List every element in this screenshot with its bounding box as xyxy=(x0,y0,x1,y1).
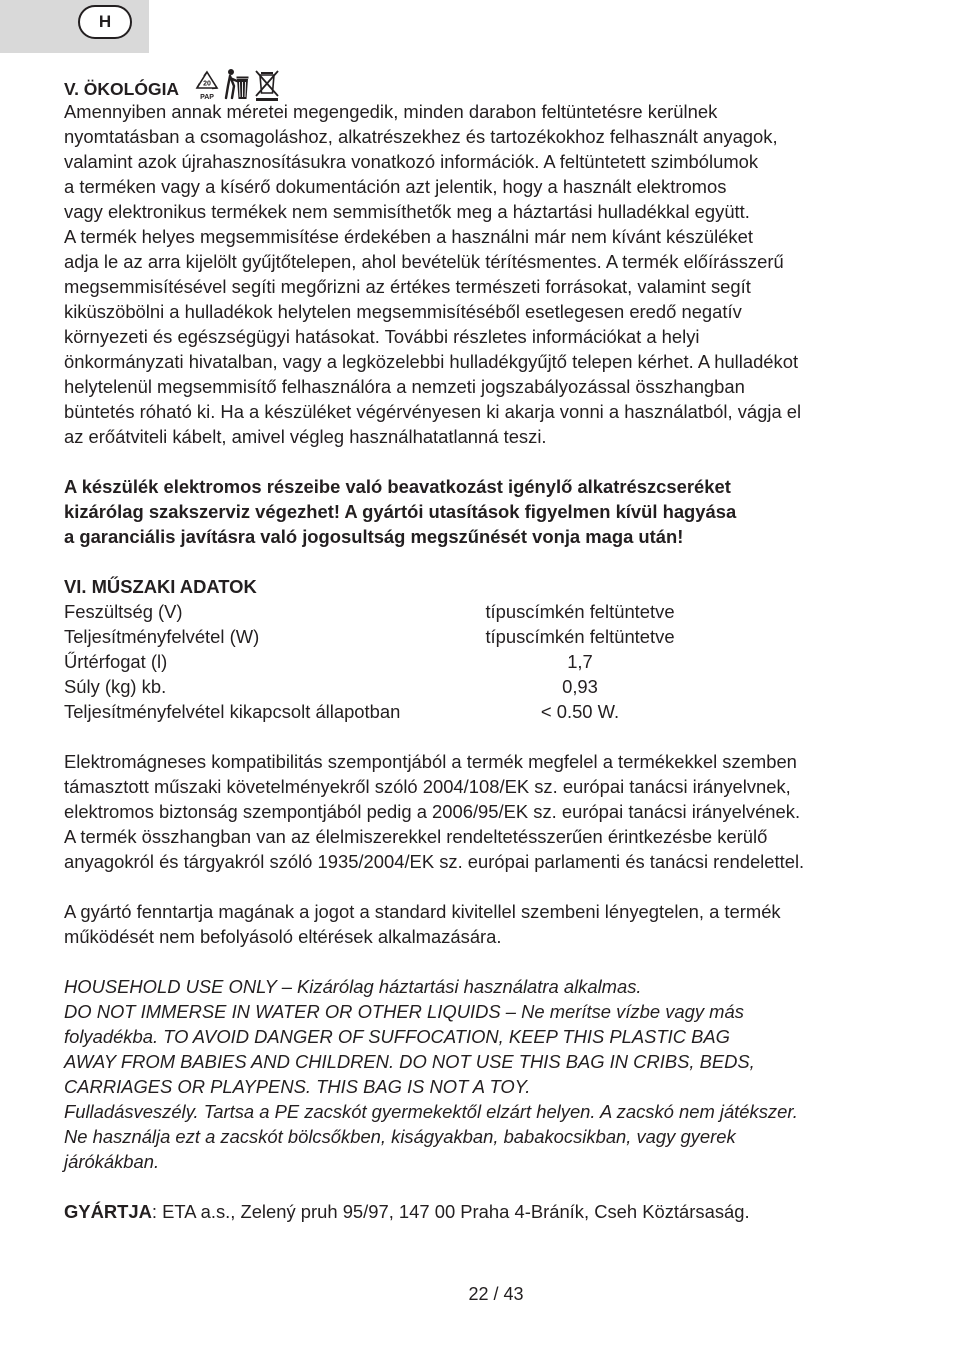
warning-line: A készülék elektromos részeibe való beavatkozást igénylő alkatrészcseréket xyxy=(64,476,731,497)
specs-table xyxy=(64,599,894,724)
recycling-code: 20 xyxy=(203,80,211,88)
spec-row xyxy=(64,624,894,649)
reservation-line: működését nem befolyásoló eltérések alkalmazására. xyxy=(64,926,502,947)
spec-value: típuscímkén feltüntetve xyxy=(485,601,675,622)
compliance-line: támasztott műszaki követelményekről szóló 2004/108/EK sz. európai tanácsi irányelvnek, xyxy=(64,776,791,797)
page-content xyxy=(64,74,894,1224)
spec-label: Teljesítményfelvétel kikapcsolt állapotban xyxy=(64,701,401,722)
spec-value: 0,93 xyxy=(562,676,598,697)
ecology-heading-row xyxy=(64,74,894,102)
compliance-line: anyagokról és tárgyakról szóló 1935/2004/EK sz. európai parlamenti és tanácsi rendelettel. xyxy=(64,851,805,872)
ecology-line: kiküszöbölni a hulladékok helytelen megsemmisítéséből esetlegesen eredő negatív xyxy=(64,301,742,322)
ecology-line: az erőátviteli kábelt, amivel végleg használhatatlanná teszi. xyxy=(64,426,547,447)
manufacturer-line xyxy=(64,1199,894,1224)
safety-line: CARRIAGES OR PLAYPENS. THIS BAG IS NOT A TOY. xyxy=(64,1076,531,1097)
spec-label: Feszültség (V) xyxy=(64,601,183,622)
reservation-paragraph xyxy=(64,899,894,949)
spec-row xyxy=(64,699,894,724)
safety-notice xyxy=(64,974,894,1174)
spec-row xyxy=(64,599,894,624)
ecology-line: önkormányzati hivatalban, vagy a legközelebbi hulladékgyűjtő telepen kérhet. A hulladékot xyxy=(64,351,799,372)
reservation-line: A gyártó fenntartja magának a jogot a standard kivitellel szembeni lényegtelen, a termék xyxy=(64,901,781,922)
spec-label: Súly (kg) kb. xyxy=(64,676,167,697)
warning-line: kizárólag szakszerviz végezhet! A gyártói utasítások figyelmen kívül hagyása xyxy=(64,501,737,522)
safety-line: folyadékba. TO AVOID DANGER OF SUFFOCATION, KEEP THIS PLASTIC BAG xyxy=(64,1026,730,1047)
recycling-pap-icon xyxy=(193,70,221,102)
compliance-paragraph xyxy=(64,749,894,874)
spec-label: Teljesítményfelvétel (W) xyxy=(64,626,260,647)
ecology-line: nyomtatásban a csomagoláshoz, alkatrészekhez és tartozékokhoz felhasznált anyagok, xyxy=(64,126,778,147)
compliance-line: A termék összhangban van az élelmiszerekkel rendeltetésszerűen érintkezésbe kerülő xyxy=(64,826,768,847)
compliance-line: Elektromágneses kompatibilitás szempontjából a termék megfelel a termékekkel szemben xyxy=(64,751,797,772)
specs-heading: VI. MŰSZAKI ADATOK xyxy=(64,576,257,597)
compliance-line: elektromos biztonság szempontjából pedig a 2006/95/EK sz. európai tanácsi irányelvének. xyxy=(64,801,801,822)
ecology-line: adja le az arra kijelölt gyűjtőtelepen, ahol bevételük térítésmentes. A termék előírásszerű xyxy=(64,251,784,272)
tidyman-bin-icon xyxy=(224,68,250,102)
ecology-line: Amennyiben annak méretei megengedik, minden darabon feltüntetésre kerülnek xyxy=(64,101,718,122)
ecology-line: vagy elektronikus termékek nem semmisíthetők meg a háztartási hulladékkal együtt. xyxy=(64,201,750,222)
ecology-line: környezeti és egészségügyi hatásokat. További részletes információkat a helyi xyxy=(64,326,700,347)
ecology-line: büntetés róható ki. Ha a készüléket végérvényesen ki akarja vonni a használatból, vágja el xyxy=(64,401,802,422)
warning-line: a garanciális javításra való jogosultság megszűnését vonja maga után! xyxy=(64,526,684,547)
ecology-line: megsemmisítésével segíti megőrizni az értékes természeti forrásokat, valamint segít xyxy=(64,276,751,297)
ecology-icons xyxy=(193,66,281,102)
ecology-paragraph xyxy=(64,99,894,449)
ecology-line: a terméken vagy a kísérő dokumentáción azt jelentik, hogy a használt elektromos xyxy=(64,176,727,197)
manufacturer-label: GYÁRTJA xyxy=(64,1201,152,1222)
spec-value: < 0.50 W. xyxy=(540,701,620,722)
spec-value: 1,7 xyxy=(567,651,593,672)
spec-label: Űrtérfogat (l) xyxy=(64,651,168,672)
language-badge: H xyxy=(78,5,132,39)
ecology-heading: V. ÖKOLÓGIA xyxy=(64,79,180,99)
safety-line: AWAY FROM BABIES AND CHILDREN. DO NOT USE THIS BAG IN CRIBS, BEDS, xyxy=(64,1051,755,1072)
safety-line: HOUSEHOLD USE ONLY – Kizárólag háztartási használatra alkalmas. xyxy=(64,976,642,997)
spec-row xyxy=(64,649,894,674)
safety-line: DO NOT IMMERSE IN WATER OR OTHER LIQUIDS – Ne merítse vízbe vagy más xyxy=(64,1001,744,1022)
ecology-line: helytelenül megsemmisítő felhasználóra a nemzeti jogszabályozással összhangban xyxy=(64,376,745,397)
ecology-line: A termék helyes megsemmisítése érdekében a használni már nem kívánt készüléket xyxy=(64,226,753,247)
safety-line: járókákban. xyxy=(64,1151,160,1172)
safety-line: Ne használja ezt a zacskót bölcsőkben, kiságyakban, babakocsikban, vagy gyerek xyxy=(64,1126,736,1147)
crossed-bin-icon xyxy=(253,68,281,102)
safety-line: Fulladásveszély. Tartsa a PE zacskót gyermekektől elzárt helyen. A zacskó nem játékszer. xyxy=(64,1101,798,1122)
recycling-material: PAP xyxy=(200,94,215,101)
page-number: 22 / 43 xyxy=(468,1284,524,1304)
service-warning xyxy=(64,474,894,549)
ecology-line: valamint azok újrahasznosításukra vonatkozó információk. A feltüntetett szimbólumok xyxy=(64,151,759,172)
manufacturer-address: : ETA a.s., Zelený pruh 95/97, 147 00 Praha 4-Bráník, Cseh Köztársaság. xyxy=(151,1201,750,1222)
spec-value: típuscímkén feltüntetve xyxy=(485,626,675,647)
language-tab xyxy=(0,0,149,53)
spec-row xyxy=(64,674,894,699)
